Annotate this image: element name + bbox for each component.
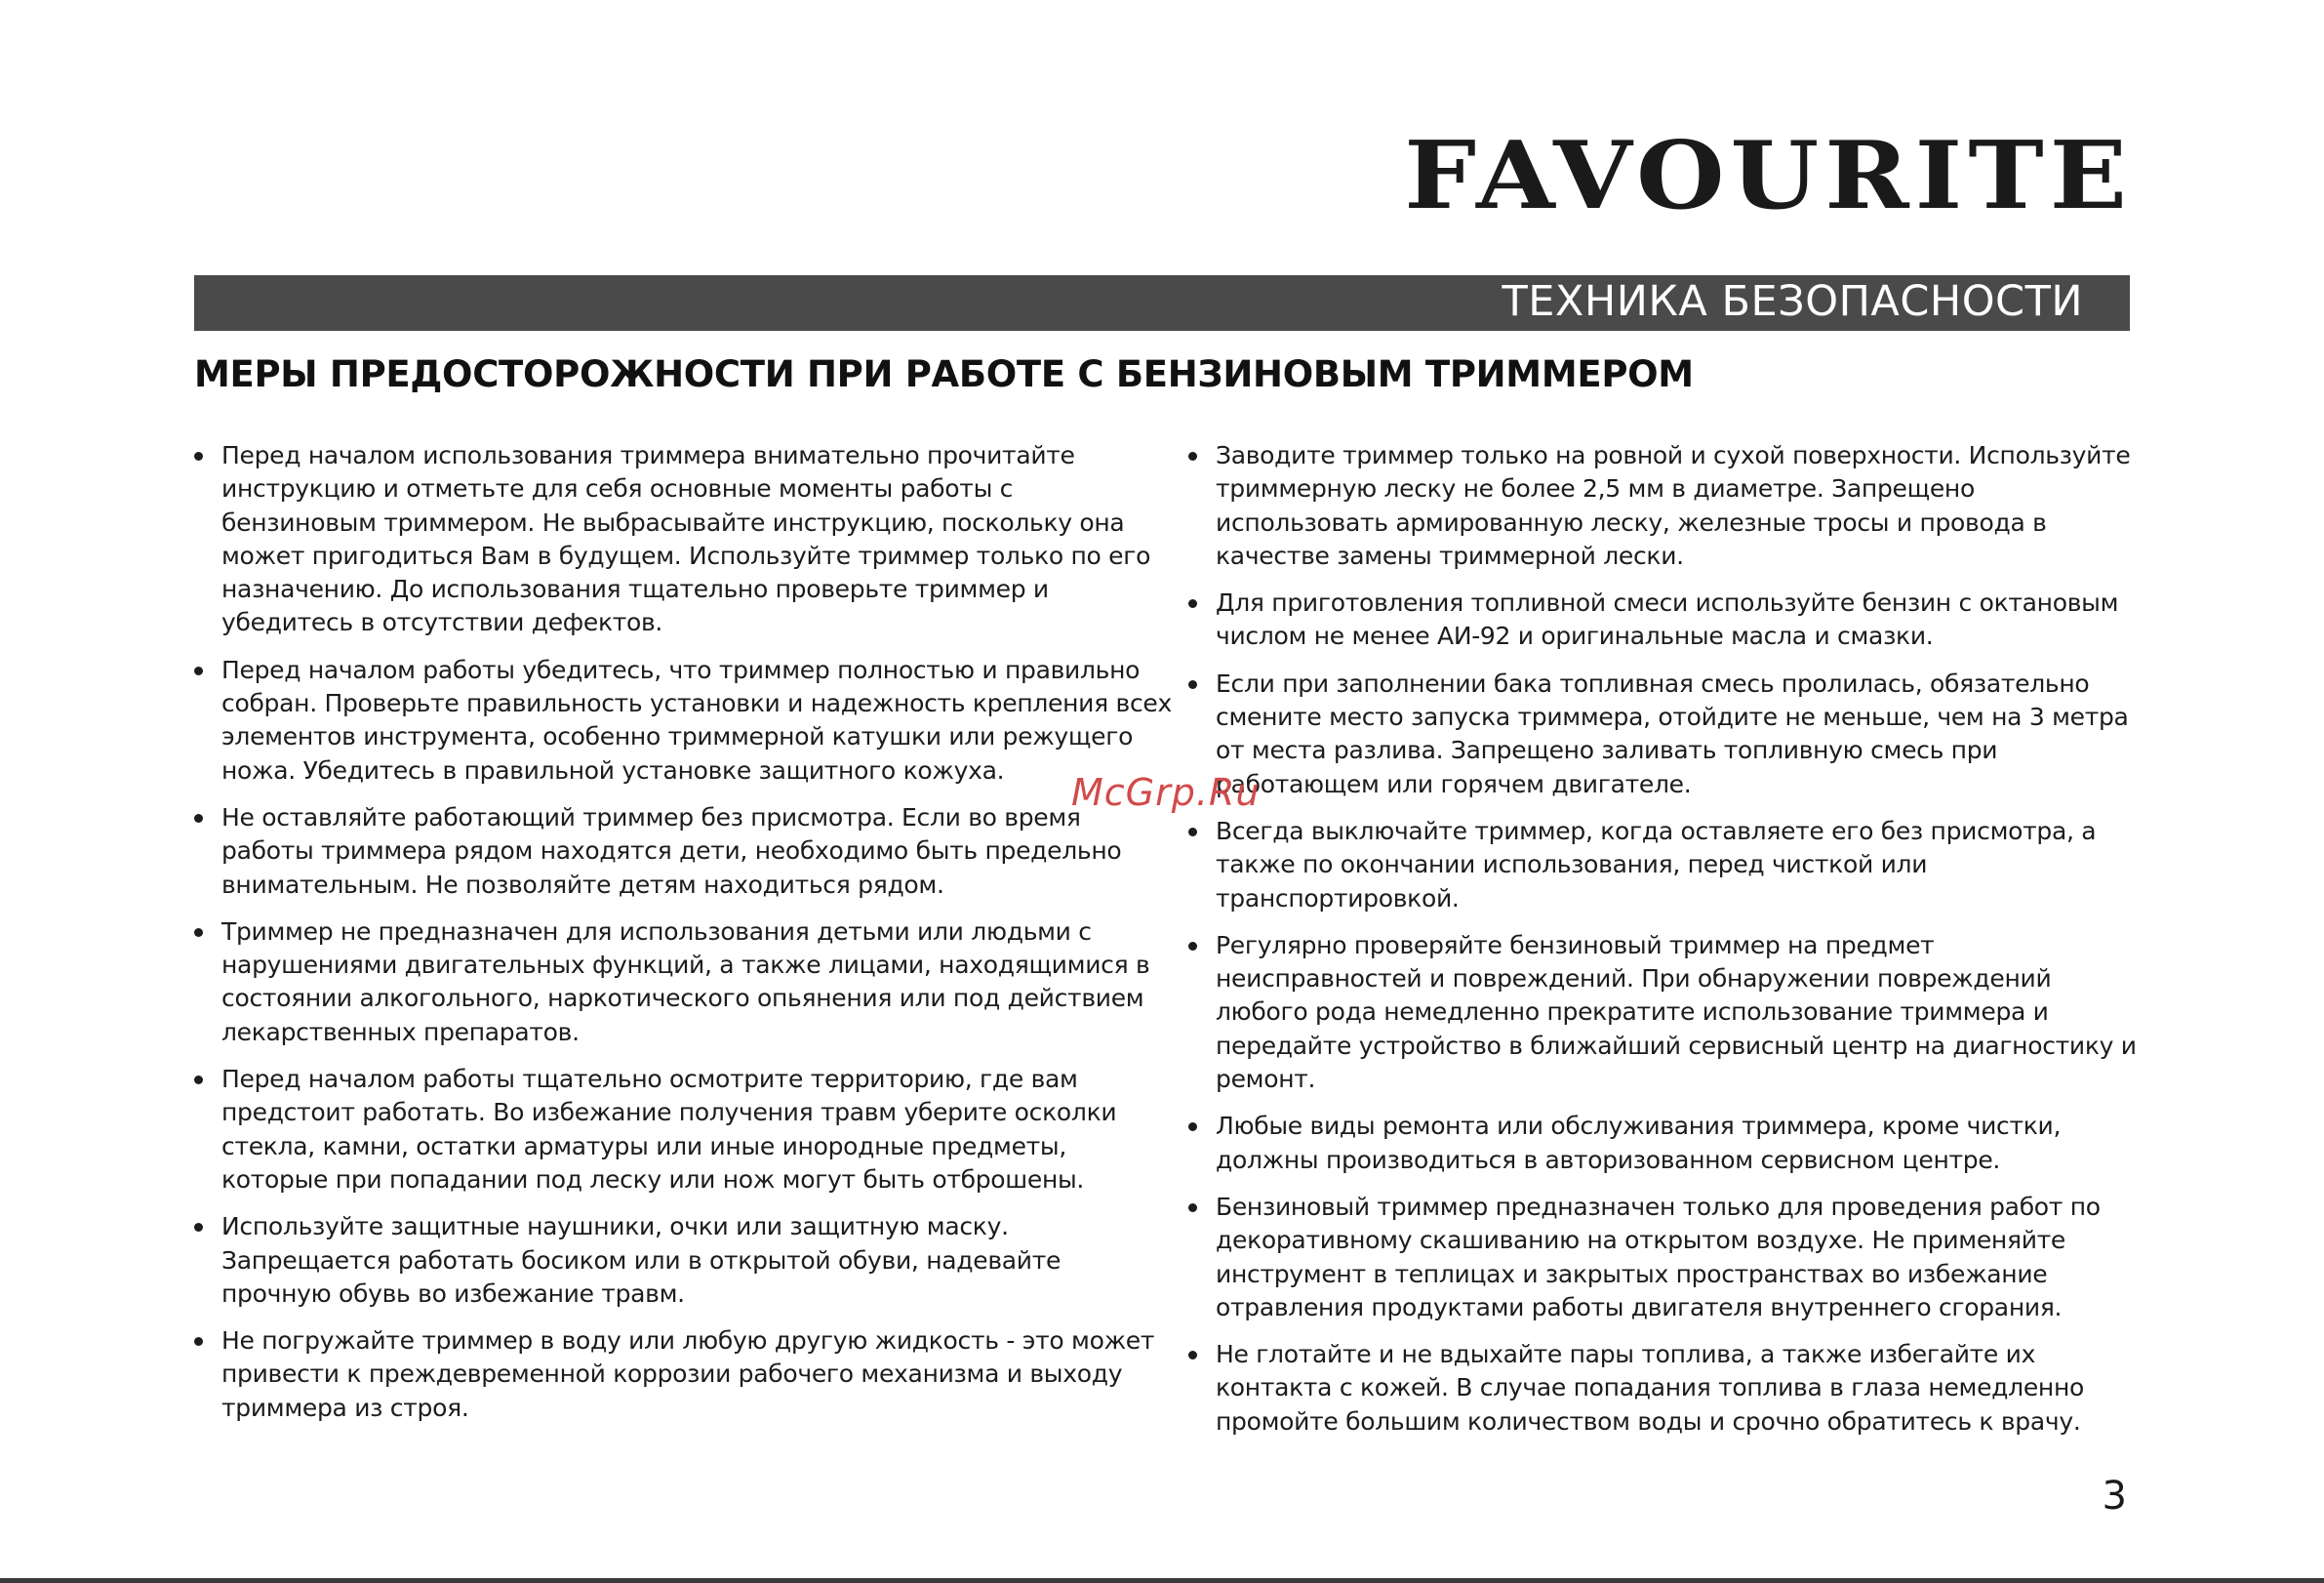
list-item-text: Заводите триммер только на ровной и сухой поверхности. Используйте триммерную леску не более 2,5 мм в диаметре. Запрещено использовать армированную леску, железные тросы и провода в качестве замены триммерной лески.: [1216, 441, 2131, 570]
section-title: ТЕХНИКА БЕЗОПАСНОСТИ: [1502, 277, 2083, 326]
page-title: МЕРЫ ПРЕДОСТОРОЖНОСТИ ПРИ РАБОТЕ С БЕНЗИНОВЫМ ТРИММЕРОМ: [194, 353, 1694, 395]
page-number: 3: [2102, 1474, 2127, 1519]
list-item: [194, 439, 1175, 640]
list-item-text: Для приготовления топливной смеси используйте бензин с октановым числом не менее АИ-92 и оригинальные масла и смазки.: [1216, 589, 2119, 651]
bullet-icon: [1188, 452, 1197, 461]
bullet-icon: [194, 667, 203, 675]
list-item-text: Перед началом работы тщательно осмотрите территорию, где вам предстоит работать. Во избежание получения травм уберите осколки стекла, камни, остатки арматуры или иные инородные предметы, которые при попадании под леску или нож могут быть отброшены.: [221, 1065, 1117, 1194]
list-item-text: Используйте защитные наушники, очки или защитную маску. Запрещается работать босиком или в открытой обуви, надевайте прочную обувь во избежание травм.: [221, 1212, 1062, 1308]
section-header-bar: [194, 275, 2130, 331]
list-item: [194, 801, 1175, 902]
list-item-text: Всегда выключайте триммер, когда оставляете его без присмотра, а также по окончании использования, перед чисткой или транспортировкой.: [1216, 816, 2097, 913]
right-column-list: [1188, 439, 2140, 1452]
list-item: [1188, 587, 2140, 654]
list-item: [194, 1063, 1175, 1197]
list-item-text: Не погружайте триммер в воду или любую другую жидкость - это может привести к преждевременной коррозии рабочего механизма и выходу триммера из строя.: [221, 1326, 1155, 1422]
list-item: [1188, 439, 2140, 573]
list-item-text: Не глотайте и не вдыхайте пары топлива, а также избегайте их контакта с кожей. В случае попадания топлива в глаза немедленно промойте большим количеством воды и срочно обратитесь к врачу.: [1216, 1340, 2085, 1436]
list-item: [1188, 815, 2140, 915]
list-item: [1188, 1338, 2140, 1439]
list-item-text: Перед началом использования триммера внимательно прочитайте инструкцию и отметьте для себя основные моменты работы с бензиновым триммером. Не выбрасывайте инструкцию, поскольку она может пригодиться Вам в будущем. Используйте триммер только по его назначению. До использования тщательно проверьте триммер и убедитесь в отсутствии дефектов.: [221, 441, 1151, 637]
bullet-icon: [1188, 1351, 1197, 1360]
left-column-list: [194, 439, 1175, 1439]
bullet-icon: [1188, 1122, 1197, 1131]
bullet-icon: [1188, 599, 1197, 608]
list-item: [194, 915, 1175, 1049]
list-item-text: Любые виды ремонта или обслуживания триммера, кроме чистки, должны производиться в авторизованном сервисном центре.: [1216, 1112, 2062, 1174]
list-item: [194, 1324, 1175, 1425]
bullet-icon: [194, 928, 203, 937]
bullet-icon: [1188, 828, 1197, 836]
bullet-icon: [194, 1337, 203, 1346]
bullet-icon: [1188, 1203, 1197, 1212]
list-item: [1188, 1191, 2140, 1324]
list-item-text: Перед началом работы убедитесь, что триммер полностью и правильно собран. Проверьте правильность установки и надежность крепления всех элементов инструмента, особенно триммерной катушки или режущего ножа. Убедитесь в правильной установке защитного кожуха.: [221, 655, 1172, 785]
watermark: McGrp.Ru: [1071, 771, 1261, 814]
list-item: [1188, 668, 2140, 801]
bullet-icon: [194, 1223, 203, 1232]
bottom-divider: [0, 1578, 2324, 1583]
brand-logo: FAVOURITE: [1404, 119, 2133, 230]
list-item: [1188, 929, 2140, 1096]
bullet-icon: [1188, 942, 1197, 951]
bullet-icon: [194, 452, 203, 461]
bullet-icon: [194, 1076, 203, 1084]
list-item-text: Если при заполнении бака топливная смесь пролилась, обязательно смените место запуска триммера, отойдите не меньше, чем на 3 метра от места разлива. Запрещено заливать топливную смесь при работающем или горячем двигателе.: [1216, 669, 2129, 798]
list-item-text: Регулярно проверяйте бензиновый триммер на предмет неисправностей и повреждений. При обнаружении повреждений любого рода немедленно прекратите использование триммера и передайте устройство в ближайший сервисный центр на диагностику и ремонт.: [1216, 930, 2137, 1094]
list-item: [194, 1210, 1175, 1311]
list-item-text: Триммер не предназначен для использования детьми или людьми с нарушениями двигательных функций, а также лицами, находящимися в состоянии алкогольного, наркотического опьянения или под действием лекарственных препаратов.: [221, 916, 1150, 1046]
list-item-text: Бензиновый триммер предназначен только для проведения работ по декоративному скашиванию на открытом воздухе. Не применяйте инструмент в теплицах и закрытых пространствах во избежание отравления продуктами работы двигателя внутреннего сгорания.: [1216, 1192, 2101, 1321]
list-item: [1188, 1110, 2140, 1177]
bullet-icon: [194, 814, 203, 823]
bullet-icon: [1188, 680, 1197, 689]
list-item-text: Не оставляйте работающий триммер без присмотра. Если во время работы триммера рядом находятся дети, необходимо быть предельно внимательным. Не позволяйте детям находиться рядом.: [221, 802, 1122, 899]
list-item: [194, 654, 1175, 788]
